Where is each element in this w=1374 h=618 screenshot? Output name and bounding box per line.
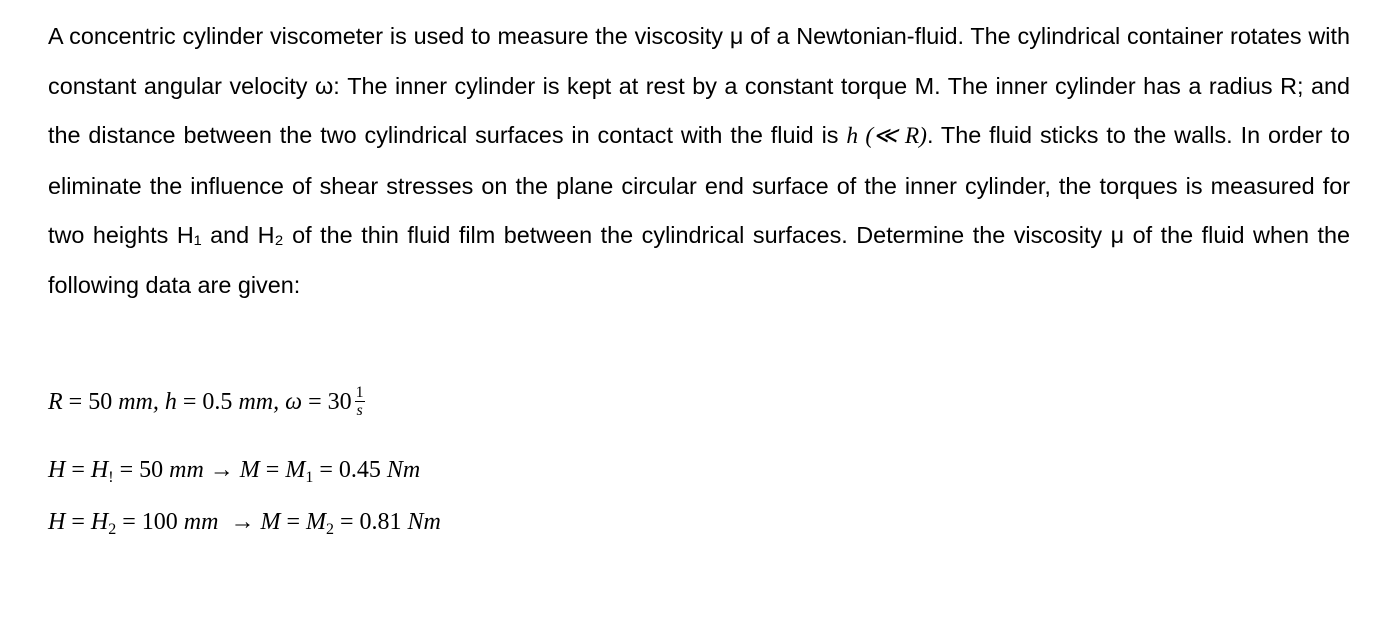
torque-2-subscript: 2 xyxy=(326,521,334,538)
torque-2-symbol: M xyxy=(306,509,326,535)
torque-2-unit: Nm xyxy=(407,509,441,535)
height-1-unit: mm xyxy=(169,457,204,483)
torque-1-symbol: M xyxy=(285,457,306,483)
given-line-height-2 xyxy=(48,502,441,542)
gap-unit: mm xyxy=(238,389,274,415)
fraction-numerator: 1 xyxy=(355,383,364,401)
problem-statement xyxy=(48,12,1350,310)
height-2-unit: mm xyxy=(183,509,219,535)
fraction-denominator: s xyxy=(356,401,363,419)
omega-symbol: , ω xyxy=(273,389,303,415)
omega-unit-fraction xyxy=(355,384,365,419)
given-line-height-1 xyxy=(48,450,420,490)
radius-symbol: R xyxy=(48,389,63,415)
height-symbol: H xyxy=(48,509,66,535)
height-symbol: H xyxy=(48,457,66,483)
radius-value: = 50 xyxy=(68,389,113,415)
height-2-symbol: H xyxy=(90,509,109,535)
torque-2-value: = 0.81 xyxy=(340,509,402,535)
equals-sign: = xyxy=(265,457,280,483)
gap-value: = 0.5 xyxy=(182,389,233,415)
paragraph-text-part-2: . The fluid sticks to the walls. In order to eliminate the influence of shear stresses on the plane circular end surface of the inner cylinder, the torques is measured for two heights H₁ and H₂ of the thin fluid film between the cylindrical surfaces. Determine the viscosity μ of the fluid when the following data are given: xyxy=(48,122,1351,298)
equals-sign: = xyxy=(71,457,85,483)
arrow-symbol: → xyxy=(209,457,234,483)
height-2-value: = 100 xyxy=(122,509,178,535)
torque-1-value: = 0.45 xyxy=(319,457,381,483)
given-line-geometry xyxy=(48,382,365,422)
torque-symbol: M xyxy=(260,509,281,535)
height-1-symbol: H xyxy=(90,457,109,483)
torque-symbol: M xyxy=(239,457,260,483)
omega-value: = 30 xyxy=(308,389,352,415)
radius-unit: mm xyxy=(118,389,153,415)
gap-symbol: , h xyxy=(152,389,177,415)
equals-sign: = xyxy=(71,509,85,535)
gap-condition-math: h (≪ R) xyxy=(846,123,927,149)
paragraph-text-part-1: A concentric cylinder viscometer is used to measure the viscosity μ of a Newtonian-fluid. The cylindrical container rotates with constant angular velocity ω: The inner cylinder is kept at rest by a constant torque M. The inner cylinder has a radius R; and the distance between the two cylindrical surfaces in contact with the fluid is xyxy=(48,23,1350,148)
torque-1-unit: Nm xyxy=(386,457,421,483)
height-1-subscript: ! xyxy=(108,469,114,486)
arrow-symbol: → xyxy=(230,509,255,535)
problem-paragraph xyxy=(48,12,1350,310)
height-2-subscript: 2 xyxy=(108,521,117,538)
equals-sign: = xyxy=(286,509,300,535)
height-1-value: = 50 xyxy=(119,457,164,483)
torque-1-subscript: 1 xyxy=(305,469,314,486)
